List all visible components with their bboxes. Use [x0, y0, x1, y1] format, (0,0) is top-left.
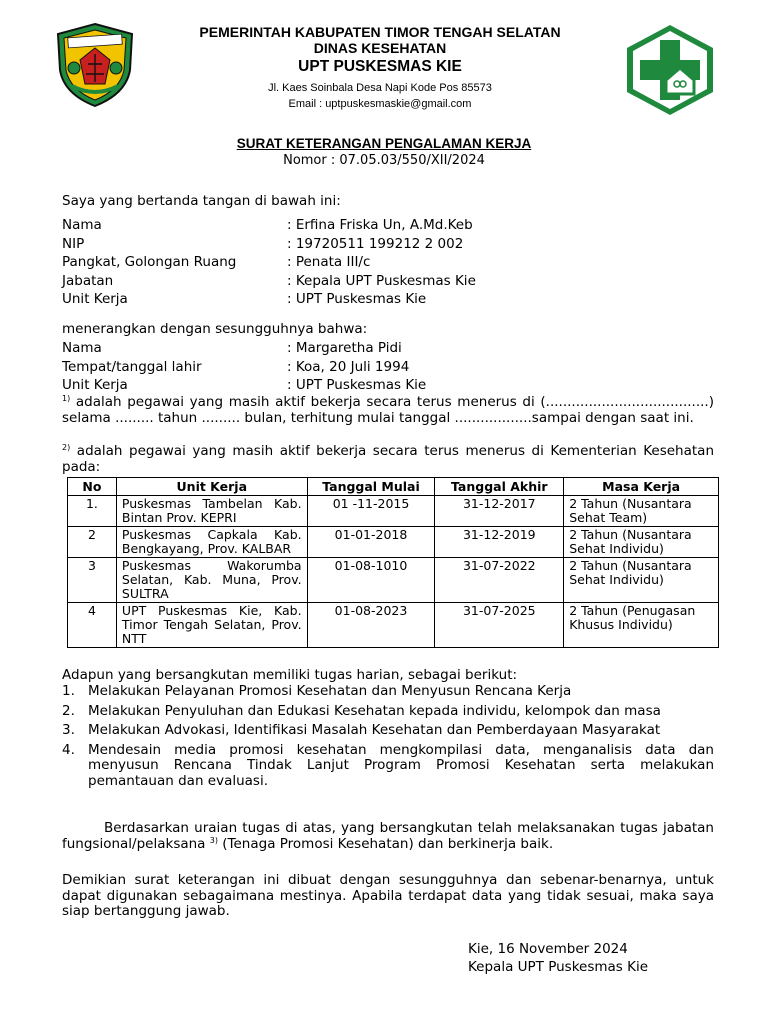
regency-emblem-logo [50, 20, 140, 110]
cell-duration: 2 Tahun (Nusantara Sehat Team) [564, 496, 719, 527]
footnote-marker: 2) [62, 443, 71, 452]
work-experience-table [67, 477, 719, 648]
field-value: : Kepala UPT Puskesmas Kie [287, 272, 476, 289]
government-name: PEMERINTAH KABUPATEN TIMOR TENGAH SELATAN [199, 24, 561, 40]
item-number: 1. [62, 683, 75, 699]
cell-unit: Puskesmas Capkala Kab. Bengkayang, Prov. KALBAR [116, 527, 307, 558]
cell-end: 31-07-2022 [435, 558, 564, 603]
table-row [68, 527, 719, 558]
intro-text: Saya yang bertanda tangan di bawah ini: [62, 193, 341, 209]
item-text: Melakukan Advokasi, Identifikasi Masalah Kesehatan dan Pemberdayaan Masyarakat [88, 722, 661, 738]
column-header: Tanggal Mulai [307, 478, 435, 496]
item-number: 2. [62, 702, 75, 719]
cell-no: 1. [68, 496, 117, 527]
field-label: Unit Kerja [62, 377, 128, 393]
department-name: DINAS KESEHATAN [313, 40, 447, 56]
item-text: Melakukan Penyuluhan dan Edukasi Kesehatan kepada individu, kelompok dan masa [88, 702, 661, 719]
footnote-marker: 3) [209, 835, 218, 845]
cell-start: 01 -11-2015 [307, 496, 435, 527]
field-label: Jabatan [62, 272, 114, 289]
cell-no: 3 [68, 558, 117, 603]
column-header: Masa Kerja [564, 478, 719, 496]
cell-duration: 2 Tahun (Nusantara Sehat Individu) [564, 558, 719, 603]
item-text: Melakukan Pelayanan Promosi Kesehatan dan Menyusun Rencana Kerja [88, 683, 572, 699]
column-header: Unit Kerja [116, 478, 307, 496]
closing-paragraph: Demikian surat keterangan ini dibuat dengan sesungguhnya dan sebenar-benarnya, untuk dapat digunakan sebagaimana mestinya. Apabila terdapat data yang tidak sesuai, maka saya siap bertanggung jawab. [62, 872, 714, 919]
field-value: : 19720511 199212 2 002 [287, 235, 464, 252]
tasks-list [62, 684, 714, 793]
column-header: No [68, 478, 117, 496]
field-label: Tempat/tanggal lahir [62, 358, 202, 375]
conclusion-text: Berdasarkan uraian tugas di atas, yang bersangkutan telah melaksanakan tugas jabatan fungsional/pelaksana [62, 820, 714, 852]
list-item [62, 743, 714, 790]
field-value: : Margaretha Pidi [287, 340, 402, 356]
field-value: : Koa, 20 Juli 1994 [287, 358, 410, 375]
item-number: 3. [62, 722, 75, 738]
tasks-intro: Adapun yang bersangkutan memiliki tugas harian, sebagai berikut: [62, 667, 518, 683]
cell-start: 01-01-2018 [307, 527, 435, 558]
table-header-row [68, 478, 719, 496]
table-row [68, 558, 719, 603]
cell-no: 4 [68, 603, 117, 648]
item-text: Mendesain media promosi kesehatan mengkompilasi data, menganalisis data dan menyusun Rencana Tindak Lanjut Program Promosi Kesehatan serta melakukan pemantauan dan evaluasi. [88, 741, 714, 789]
field-value: : Erfina Friska Un, A.Md.Keb [287, 217, 473, 233]
note-option-1 [62, 395, 714, 426]
field-value: : UPT Puskesmas Kie [287, 377, 427, 393]
institution-name: UPT PUSKESMAS KIE [298, 58, 462, 75]
institution-email: Email : uptpuskesmaskie@gmail.com [288, 98, 472, 110]
signature-position: Kepala UPT Puskesmas Kie [468, 959, 649, 975]
letter-number: Nomor : 07.05.03/550/XII/2024 [283, 153, 485, 168]
field-label: Nama [62, 217, 102, 233]
letterhead [150, 24, 610, 112]
table-row [68, 603, 719, 648]
cell-end: 31-12-2019 [435, 527, 564, 558]
list-item [62, 723, 714, 739]
cell-unit: Puskesmas Wakorumba Selatan, Kab. Muna, Prov. SULTRA [116, 558, 307, 603]
cell-start: 01-08-2023 [307, 603, 435, 648]
list-item [62, 684, 714, 700]
letter-title-block [0, 135, 768, 169]
puskesmas-logo [622, 22, 718, 118]
cell-no: 2 [68, 527, 117, 558]
field-value: : UPT Puskesmas Kie [287, 291, 427, 307]
field-label: Pangkat, Golongan Ruang [62, 254, 237, 270]
declaration-text: menerangkan dengan sesungguhnya bahwa: [62, 321, 368, 337]
cell-end: 31-07-2025 [435, 603, 564, 648]
table-row [68, 496, 719, 527]
list-item [62, 704, 714, 720]
institution-address: Jl. Kaes Soinbala Desa Napi Kode Pos 85573 [268, 82, 492, 94]
conclusion-paragraph [62, 821, 714, 852]
item-number: 4. [62, 741, 75, 758]
cell-unit: UPT Puskesmas Kie, Kab. Timor Tengah Selatan, Prov. NTT [116, 603, 307, 648]
conclusion-text-end: (Tenaga Promosi Kesehatan) dan berkinerja baik. [222, 835, 554, 852]
letter-title: SURAT KETERANGAN PENGALAMAN KERJA [236, 136, 532, 151]
field-label: Unit Kerja [62, 291, 128, 307]
field-label: Nama [62, 340, 102, 356]
cell-start: 01-08-1010 [307, 558, 435, 603]
cell-unit: Puskesmas Tambelan Kab. Bintan Prov. KEPRI [116, 496, 307, 527]
cell-duration: 2 Tahun (Penugasan Khusus Individu) [564, 603, 719, 648]
cell-end: 31-12-2017 [435, 496, 564, 527]
field-value: : Penata III/c [287, 254, 371, 270]
note-text: adalah pegawai yang masih aktif bekerja secara terus menerus di (......................................) selama ......... tahun ......... bulan, terhitung mulai tanggal ..................sampai dengan saat ini. [62, 394, 714, 426]
signature-place-date: Kie, 16 November 2024 [468, 941, 628, 957]
footnote-marker: 1) [62, 394, 71, 403]
note-text: adalah pegawai yang masih aktif bekerja secara terus menerus di Kementerian Kesehatan pada: [62, 443, 715, 475]
cell-duration: 2 Tahun (Nusantara Sehat Individu) [564, 527, 719, 558]
note-option-2 [62, 444, 714, 475]
field-label: NIP [62, 235, 85, 252]
column-header: Tanggal Akhir [435, 478, 564, 496]
